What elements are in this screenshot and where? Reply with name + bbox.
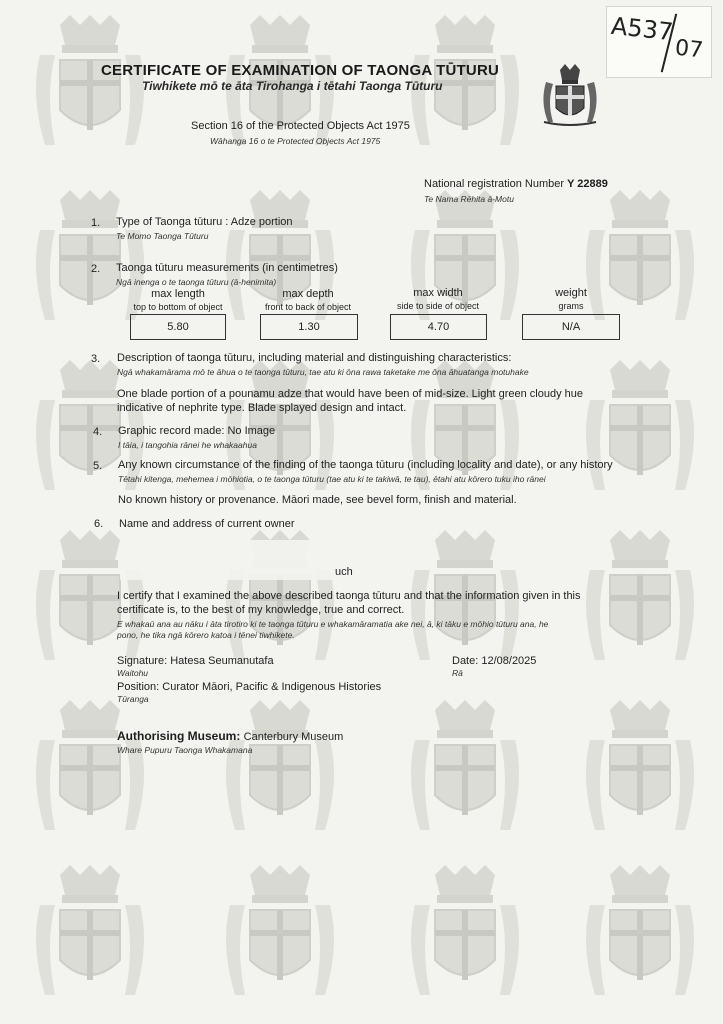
position-label: Position: (117, 681, 160, 693)
graphic-record-label-maori: I tāia, i tangohia rānei he whakaahua (118, 440, 257, 450)
weight-label: weight (555, 287, 587, 299)
registration-label-maori: Te Nama Rēhita ā-Motu (424, 194, 514, 204)
max-width-sub: side to side of object (396, 301, 480, 311)
graphic-record-line (118, 425, 275, 437)
certification-line1: I certify that I examined the above described taonga tūturu and that the information given in this (117, 590, 581, 602)
item-number-5: 5. (93, 460, 103, 472)
history-value: No known history or provenance. Māori made, see bevel form, finish and material. (118, 494, 517, 506)
item-number-3: 3. (91, 353, 101, 365)
certification-line2: certificate is, to the best of my knowledge, true and correct. (117, 604, 405, 616)
item-number-6: 6. (94, 518, 104, 530)
max-length-label: max length (151, 288, 205, 300)
handwritten-ref-line2: 07 (673, 35, 705, 64)
max-depth-sub: front to back of object (264, 302, 352, 312)
item-number-2: 2. (91, 263, 101, 275)
certification-maori-line1: E whakaū ana au nāku i āta tirotiro ki te taonga tūturu e whakamāramatia ake nei, ā, ki tāku e mōhio tūturu ana, he (117, 619, 549, 629)
signature-value: Hatesa Seumanutafa (170, 655, 274, 667)
certificate-subtitle: Tiwhikete mō te āta Tirohanga i tētahi Taonga Tūturu (142, 79, 443, 93)
description-label-maori: Ngā whakamārama mō te āhua o te taonga tūturu, tae atu ki ōna rawa taketake me ōna āhuatanga motuhake (117, 367, 529, 377)
owner-address-fragment: uch (335, 566, 353, 578)
date-line (452, 655, 536, 667)
position-line (117, 681, 381, 693)
history-label: Any known circumstance of the finding of the taonga tūturu (including locality and date), or any history (118, 459, 613, 471)
weight-value: N/A (522, 314, 620, 340)
max-length-sub: top to bottom of object (133, 302, 223, 312)
history-label-maori: Tētahi kitenga, mehemea i mōhiotia, o te taonga tūturu (tae atu ki te takiwā, te tau), ētahi atu kōrero tuku iho rānei (118, 474, 546, 484)
description-value-line1: One blade portion of a pounamu adze that would have been of mid-size. Light green cloudy hue (117, 388, 583, 400)
type-label: Type of Taonga tūturu : (116, 216, 229, 228)
coat-of-arms-icon (538, 62, 602, 128)
act-section-maori: Wāhanga 16 o te Protected Objects Act 1975 (210, 136, 381, 146)
date-value: 12/08/2025 (481, 655, 537, 667)
museum-line (117, 729, 343, 743)
measurements-label: Taonga tūturu measurements (in centimetres) (116, 262, 338, 274)
weight-sub: grams (558, 301, 584, 311)
item-number-4: 4. (93, 426, 103, 438)
type-label-maori: Te Momo Taonga Tūturu (116, 231, 209, 241)
signature-line (117, 655, 274, 667)
max-width-value: 4.70 (390, 314, 487, 340)
date-label: Date: (452, 655, 479, 667)
museum-value: Canterbury Museum (243, 731, 344, 743)
owner-label: Name and address of current owner (119, 518, 295, 530)
signature-label-maori: Waitohu (117, 668, 149, 678)
owner-redacted-area (120, 540, 340, 580)
position-value: Curator Māori, Pacific & Indigenous Histories (162, 681, 382, 693)
signature-label: Signature: (117, 655, 168, 667)
max-length-value: 5.80 (130, 314, 226, 340)
measurements-label-maori: Ngā inenga o te taonga tūturu (ā-henimita) (116, 277, 277, 287)
type-value: Adze portion (230, 216, 293, 228)
registration-number: Y 22889 (567, 178, 608, 190)
max-depth-label: max depth (282, 288, 334, 300)
registration-line (424, 178, 608, 190)
handwritten-reference-note (606, 6, 712, 78)
registration-label: National registration Number (424, 178, 565, 190)
date-label-maori: Rā (452, 668, 463, 678)
museum-label: Authorising Museum: (117, 729, 241, 743)
position-label-maori: Tūranga (117, 694, 149, 704)
handwritten-ref-line1: A537 (609, 11, 675, 47)
description-label: Description of taonga tūturu, including material and distinguishing characteristics: (117, 352, 512, 364)
museum-label-maori: Whare Pupuru Taonga Whakamana (117, 745, 253, 755)
graphic-record-value: No Image (227, 425, 276, 437)
max-width-label: max width (413, 287, 463, 299)
certificate-title: CERTIFICATE OF EXAMINATION OF TAONGA TŪTURU (101, 62, 500, 79)
type-line (116, 216, 293, 228)
max-depth-value: 1.30 (260, 314, 358, 340)
item-number-1: 1. (91, 217, 101, 229)
act-section: Section 16 of the Protected Objects Act 1975 (191, 120, 410, 132)
description-value-line2: indicative of nephrite type. Blade splayed design and intact. (117, 402, 407, 414)
certification-maori-line2: pono, he tika ngā kōrero katoa i tēnei tiwhikete. (117, 630, 295, 640)
graphic-record-label: Graphic record made: (118, 425, 225, 437)
